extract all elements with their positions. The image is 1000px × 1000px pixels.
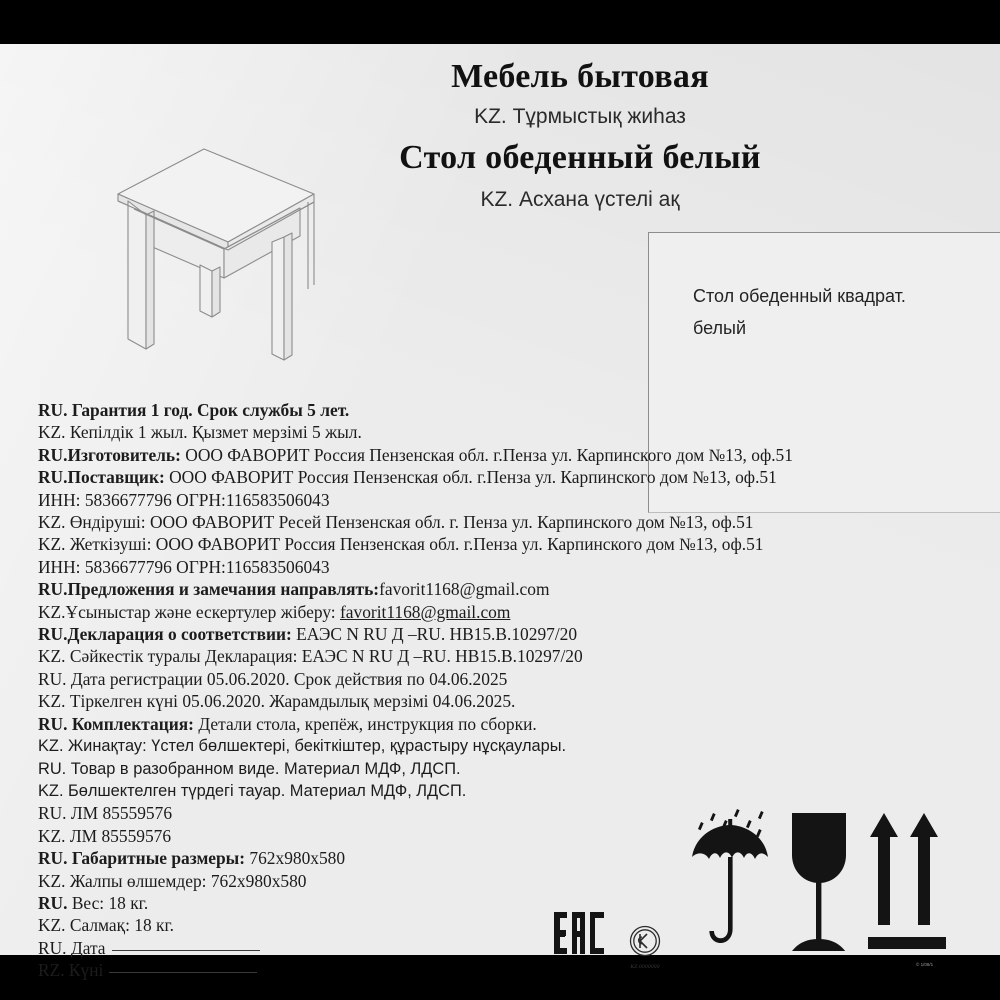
body-line (38, 556, 978, 578)
body-line-label: RU.Декларация о соответствии: (38, 624, 292, 645)
body-line-label: RU. (38, 892, 68, 913)
print-code: © 1/08/1 (916, 962, 934, 967)
page-title-ru: Мебель бытовая (451, 58, 709, 95)
body-line-text: KZ. Кепілдік 1 жыл. Қызмет мерзімі 5 жыл. (38, 422, 362, 443)
body-line-text: ЕАЭС N RU Д –RU. НВ15.В.10297/20 (291, 624, 578, 645)
body-line (38, 489, 978, 511)
body-line-text: RU. Дата регистрации 05.06.2020. Срок действия по 04.06.2025 (38, 668, 508, 689)
body-line-label: RU.Предложения и замечания направлять: (38, 579, 380, 600)
body-line-label: RU. Габаритные размеры: (38, 848, 246, 869)
body-line (38, 601, 978, 623)
page-title-kz: KZ. Тұрмыстық жиһаз (474, 105, 686, 128)
body-line (38, 937, 978, 959)
body-line (38, 892, 978, 914)
body-line-text: 762x980x580 (245, 848, 346, 869)
body-line (38, 399, 978, 421)
body-line-text: KZ. Жеткізуші: ООО ФАВОРИТ Россия Пензенская обл. г.Пенза ул. Карпинского дом №13, оф.51 (38, 534, 764, 555)
body-line (38, 466, 978, 488)
body-line-text: KZ. ЛМ 85559576 (38, 825, 172, 846)
body-line (38, 780, 978, 802)
body-line-text: ИНН: 5836677796 ОГРН:116583506043 (38, 489, 330, 510)
product-name-kz: KZ. Асхана үстелі ақ (480, 188, 680, 211)
body-line (38, 870, 978, 892)
body-line (38, 802, 978, 824)
write-in-rule (109, 972, 257, 973)
body-line (38, 713, 978, 735)
body-line (38, 914, 978, 936)
product-name-ru: Стол обеденный белый (399, 139, 761, 176)
body-line-text: KZ. Тіркелген күні 05.06.2020. Жарамдылық мерзімі 04.06.2025. (38, 691, 516, 712)
body-line (38, 668, 978, 690)
body-line-label: RU.Поставщик: (38, 467, 165, 488)
body-line (38, 735, 978, 757)
write-in-rule (112, 950, 260, 951)
body-line-text: RZ. Күні (38, 960, 104, 981)
body-line (38, 578, 978, 600)
body-line-label: RU.Изготовитель: (38, 444, 181, 465)
table-illustration (112, 139, 342, 364)
body-line (38, 959, 978, 981)
body-line (38, 533, 978, 555)
overlay-text (693, 281, 993, 344)
body-line (38, 623, 978, 645)
body-line-text: Детали стола, крепёж, инструкция по сборки. (193, 713, 537, 734)
body-line-text: RU. Дата (38, 937, 106, 958)
body-line (38, 645, 978, 667)
body-line-text: RU. Товар в разобранном виде. Материал МДФ, ЛДСП. (38, 759, 461, 778)
body-line-text: KZ. Бөлшектелген түрдегі тауар. Материал МДФ, ЛДСП. (38, 781, 467, 800)
body-line-text: ООО ФАВОРИТ Россия Пензенская обл. г.Пенза ул. Карпинского дом №13, оф.51 (164, 467, 777, 488)
body-line-text: KZ. Жалпы өлшемдер: 762x980x580 (38, 870, 307, 891)
body-line-label: RU. Гарантия 1 год. Срок службы 5 лет. (38, 400, 350, 420)
body-line (38, 825, 978, 847)
body-line-text: ИНН: 5836677796 ОГРН:116583506043 (38, 556, 330, 577)
body-line-text: KZ.Ұсыныстар және ескертулер жіберу: (38, 601, 340, 622)
body-line-text: Вес: 18 кг. (67, 892, 149, 913)
body-line-text: KZ. Сәйкестік туралы Декларация: ЕАЭС N RU Д –RU. НВ15.В.10297/20 (38, 646, 583, 667)
kz-mark-code: KZ.0000000 (630, 964, 660, 970)
body-line-label: RU. Комплектация: (38, 713, 194, 734)
label-body-text (38, 399, 978, 982)
body-line (38, 511, 978, 533)
body-line-text: RU. ЛМ 85559576 (38, 803, 173, 824)
overlay-line-2: белый (693, 317, 747, 338)
body-line (38, 758, 978, 780)
body-line-text: ООО ФАВОРИТ Россия Пензенская обл. г.Пенза ул. Карпинского дом №13, оф.51 (180, 444, 793, 465)
overlay-line-1: Стол обеденный квадрат. (693, 286, 906, 306)
body-line (38, 444, 978, 466)
body-line (38, 421, 978, 443)
body-line-text: KZ. Салмақ: 18 кг. (38, 915, 174, 936)
body-line-text: KZ. Өндіруші: ООО ФАВОРИТ Ресей Пензенская обл. г. Пенза ул. Карпинского дом №13, оф.51 (38, 512, 754, 533)
product-label-page (0, 44, 1000, 981)
body-line (38, 690, 978, 712)
body-line-text: KZ. Жинақтау: Үстел бөлшектері, бекіткіштер, құрастыру нұсқаулары. (38, 737, 567, 756)
letterbox-top (0, 0, 1000, 44)
email-link[interactable]: favorit1168@gmail.com (340, 601, 511, 622)
body-line (38, 847, 978, 869)
body-line-text: favorit1168@gmail.com (379, 579, 550, 600)
